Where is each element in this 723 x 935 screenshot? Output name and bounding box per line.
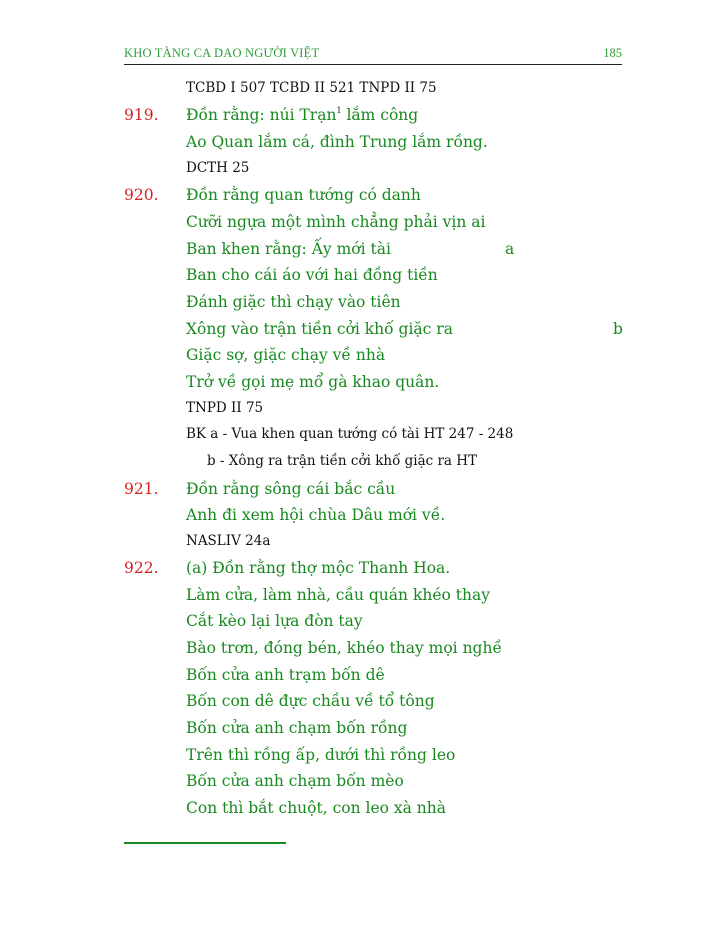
verse-line xyxy=(186,639,502,657)
footnote-marker: 1 xyxy=(336,106,342,115)
verse-line xyxy=(186,373,439,391)
line-text: Đồn rằng: núi Trạn xyxy=(186,106,337,124)
verse-line xyxy=(186,799,446,817)
line-text: Trở về gọi mẹ mổ gà khao quân. xyxy=(186,373,440,391)
line-text: Xông vào trận tiền cởi khố giặc ra xyxy=(186,320,453,338)
verse-number: 921. xyxy=(124,480,159,498)
page-header xyxy=(124,44,622,65)
source-citation xyxy=(186,400,263,416)
line-text: Giặc sợ, giặc chạy về nhà xyxy=(186,346,386,364)
verse-line xyxy=(186,506,445,524)
verse-number: 922. xyxy=(124,559,159,577)
line-text: DCTH 25 xyxy=(186,160,250,176)
verse-line xyxy=(186,480,395,498)
verse-line xyxy=(186,559,450,577)
line-text: NASLIV 24a xyxy=(186,533,271,549)
line-text: Ao Quan lắm cá, đình Trung lắm rồng. xyxy=(186,133,488,151)
variant-marker: b xyxy=(613,320,623,338)
line-text-tail: lắm công xyxy=(341,106,419,124)
verse-line xyxy=(186,666,385,684)
line-text: Bốn cửa anh chạm bốn rồng xyxy=(186,719,408,737)
verse-line xyxy=(186,106,418,124)
source-citation xyxy=(186,533,270,549)
variant-marker: a xyxy=(505,240,515,258)
verse-line xyxy=(186,719,407,737)
verse-line xyxy=(186,772,404,790)
verse-line xyxy=(186,133,488,151)
verse-line xyxy=(186,213,485,231)
line-text: Cưỡi ngựa một mình chẳng phải vịn ai xyxy=(186,213,486,231)
variant-note xyxy=(207,453,477,469)
verse-line xyxy=(186,320,453,338)
line-text: Bốn cửa anh chạm bốn mèo xyxy=(186,772,404,790)
line-text: Ban cho cái áo với hai đồng tiền xyxy=(186,266,438,284)
line-text: Bốn cửa anh trạm bốn dê xyxy=(186,666,385,684)
footnote-rule xyxy=(124,842,286,844)
line-text: b - Xông ra trận tiền cởi khố giặc ra HT xyxy=(207,453,478,469)
line-text: Cắt kèo lại lựa đòn tay xyxy=(186,612,363,630)
source-citation xyxy=(186,160,249,176)
verse-line xyxy=(186,612,363,630)
verse-line xyxy=(186,746,455,764)
line-text: BK a - Vua khen quan tướng có tài HT 247 - 248 xyxy=(186,426,514,442)
line-text: Đánh giặc thì chạy vào tiên xyxy=(186,293,401,311)
line-text: Bốn con dê đực chầu về tổ tông xyxy=(186,692,435,710)
verse-line xyxy=(186,293,401,311)
verse-line xyxy=(186,186,421,204)
line-text: TCBD I 507 TCBD II 521 TNPD II 75 xyxy=(186,80,437,96)
line-text: Ban khen rằng: Ấy mới tài xyxy=(186,240,391,258)
line-text: TNPD II 75 xyxy=(186,400,264,416)
line-text: Con thì bắt chuột, con leo xà nhà xyxy=(186,799,447,817)
line-text: Anh đi xem hội chùa Dâu mới về. xyxy=(186,506,446,524)
line-text: Trên thì rồng ấp, dưới thì rồng leo xyxy=(186,746,456,764)
book-title: KHO TÀNG CA DAO NGƯỜI VIỆT xyxy=(124,46,320,60)
verse-line xyxy=(186,266,438,284)
verse-number: 920. xyxy=(124,186,159,204)
source-citation xyxy=(186,80,437,96)
source-citation xyxy=(186,426,513,442)
line-text: Đồn rằng sông cái bắc cầu xyxy=(186,480,396,498)
verse-line xyxy=(186,586,490,604)
line-text: Bào trơn, đóng bén, khéo thay mọi nghề xyxy=(186,639,502,657)
line-text: Làm cửa, làm nhà, cầu quán khéo thay xyxy=(186,586,490,604)
verse-line xyxy=(186,692,435,710)
verse-number: 919. xyxy=(124,106,159,124)
line-text: Đồn rằng quan tướng có danh xyxy=(186,186,421,204)
verse-line xyxy=(186,240,391,258)
line-text: (a) Đồn rằng thợ mộc Thanh Hoa. xyxy=(186,559,451,577)
verse-line xyxy=(186,346,385,364)
page-number: 185 xyxy=(603,46,622,60)
